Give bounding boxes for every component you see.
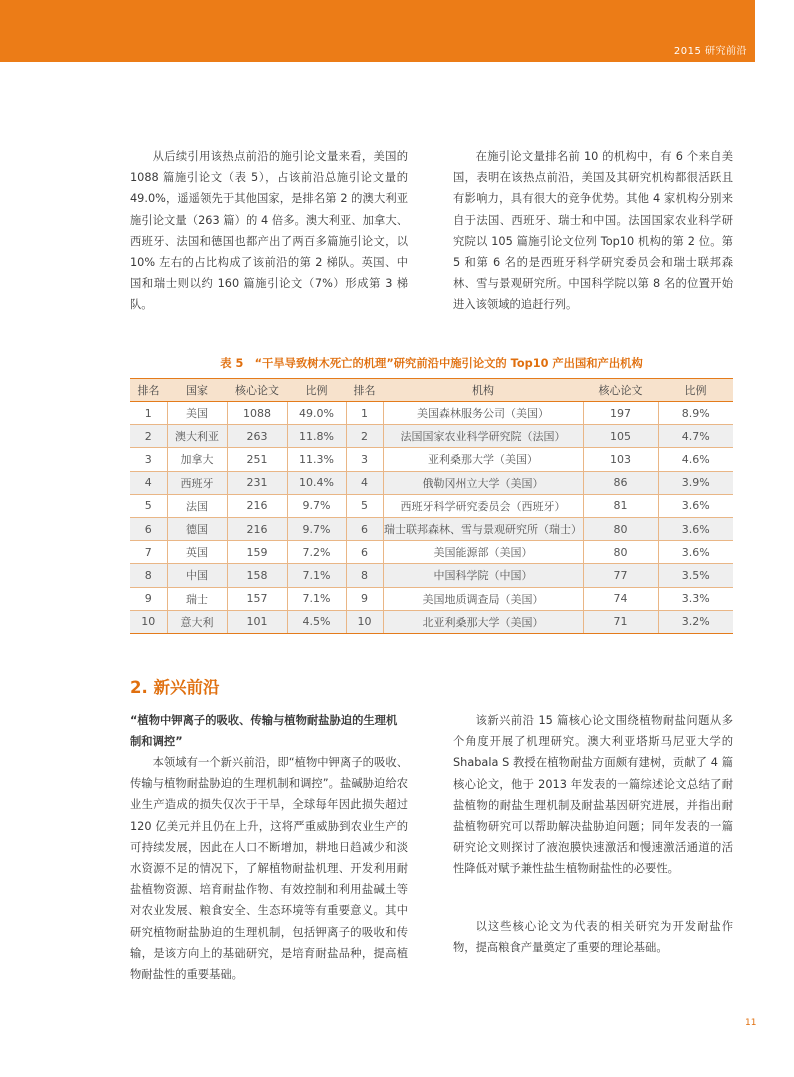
table-cell: 6 bbox=[346, 517, 383, 540]
table-cell: 6 bbox=[130, 517, 167, 540]
table-cell: 216 bbox=[227, 494, 287, 517]
table-cell: 1 bbox=[346, 402, 383, 425]
table-row bbox=[130, 402, 733, 425]
table-cell: 1088 bbox=[227, 402, 287, 425]
table-row bbox=[130, 471, 733, 494]
table-header-cell: 核心论文 bbox=[227, 379, 287, 402]
section-left-paragraph: 本领域有一个新兴前沿，即“植物中钾离子的吸收、传输与植物耐盐胁迫的生理机制和调控”。盐碱胁迫给农业生产造成的损失仅次于干旱，全球每年因此损失超过 120 亿美元并且仍在上升，这将严重威胁到农业生产的可持续发展，因此在人口不断增加，耕地日趋减少和淡水资源不足的情况下，了解植物耐盐机理、开发利用耐盐植物资源、培育耐盐作物、有效控制和利用盐碱土等对农业发展、粮食安全、生态环境等有重要意义。其中研究植物耐盐胁迫的生理机制，包括钾离子的吸收和传输，是该方向上的基础研究，是培育耐盐品种，提高植物耐盐性的重要基础。 bbox=[130, 756, 408, 982]
table-cell: 3.6% bbox=[658, 517, 733, 540]
table-cell: 瑞士联邦森林、雪与景观研究所（瑞士） bbox=[383, 517, 583, 540]
table-cell: 11.3% bbox=[287, 448, 346, 471]
table-cell: 158 bbox=[227, 564, 287, 587]
table-cell: 80 bbox=[583, 541, 658, 564]
table-row bbox=[130, 541, 733, 564]
table-cell: 9 bbox=[346, 587, 383, 610]
table-header-cell: 排名 bbox=[346, 379, 383, 402]
table-cell: 7.1% bbox=[287, 564, 346, 587]
table-cell: 5 bbox=[130, 494, 167, 517]
table-cell: 3.2% bbox=[658, 610, 733, 633]
table-cell: 105 bbox=[583, 425, 658, 448]
table-cell: 美国能源部（美国） bbox=[383, 541, 583, 564]
table-cell: 3.3% bbox=[658, 587, 733, 610]
table-cell: 159 bbox=[227, 541, 287, 564]
table-cell: 中国 bbox=[167, 564, 227, 587]
table-cell: 中国科学院（中国） bbox=[383, 564, 583, 587]
section-title: 2. 新兴前沿 bbox=[130, 678, 220, 697]
table-cell: 法国 bbox=[167, 494, 227, 517]
table-cell: 4.7% bbox=[658, 425, 733, 448]
table-cell: 美国地质调查局（美国） bbox=[383, 587, 583, 610]
table-cell: 英国 bbox=[167, 541, 227, 564]
top-right-paragraph: 在施引论文量排名前 10 的机构中，有 6 个来自美国，表明在该热点前沿，美国及其研究机构都很活跃且有影响力，具有很大的竞争优势。其他 4 家机构分别来自于法国、西班牙、瑞士和中国。法国国家农业科学研究院以 105 篇施引论文位列 Top10 机构的第 2 位。第 5 和第 6 名的是西班牙科学研究委员会和瑞士联邦森林、雪与景观研究所。中国科学院以第 8 名的位置开始进入该领域的追赶行列。 bbox=[453, 150, 733, 312]
table-cell: 西班牙科学研究委员会（西班牙） bbox=[383, 494, 583, 517]
table-cell: 西班牙 bbox=[167, 471, 227, 494]
table-cell: 亚利桑那大学（美国） bbox=[383, 448, 583, 471]
section-right-paragraph-1: 该新兴前沿 15 篇核心论文围绕植物耐盐问题从多个角度开展了机理研究。澳大利亚塔斯马尼亚大学的 Shabala S 教授在植物耐盐方面颇有建树，贡献了 4 篇核心论文，他于 2013 年发表的一篇综述论文总结了耐盐植物的耐盐生理机制及耐盐基因研究进展，并指出耐盐植物研究可以帮助解决盐胁迫问题；同年发表的一篇研究论文则探讨了液泡膜快速激活和慢速激活通道的活性降低对赋予兼性盐生植物耐盐性的必要性。 bbox=[453, 714, 733, 876]
table-cell: 4.6% bbox=[658, 448, 733, 471]
table-cell: 157 bbox=[227, 587, 287, 610]
table-cell: 3.5% bbox=[658, 564, 733, 587]
table-cell: 77 bbox=[583, 564, 658, 587]
table-cell: 8 bbox=[346, 564, 383, 587]
table-cell: 101 bbox=[227, 610, 287, 633]
table-cell: 北亚利桑那大学（美国） bbox=[383, 610, 583, 633]
header-tag: 2015 研究前沿 bbox=[673, 46, 747, 57]
table-cell: 1 bbox=[130, 402, 167, 425]
table-cell: 263 bbox=[227, 425, 287, 448]
table-cell: 86 bbox=[583, 471, 658, 494]
table-cell: 4 bbox=[130, 471, 167, 494]
data-table bbox=[130, 378, 733, 634]
table-cell: 美国 bbox=[167, 402, 227, 425]
table-cell: 2 bbox=[130, 425, 167, 448]
table-cell: 3 bbox=[346, 448, 383, 471]
table-cell: 俄勒冈州立大学（美国） bbox=[383, 471, 583, 494]
table-cell: 3 bbox=[130, 448, 167, 471]
page-number: 11 bbox=[745, 1018, 757, 1028]
table-row bbox=[130, 517, 733, 540]
section-right-paragraph-2: 以这些核心论文为代表的相关研究为开发耐盐作物，提高粮食产量奠定了重要的理论基础。 bbox=[453, 920, 733, 955]
table-cell: 71 bbox=[583, 610, 658, 633]
table-cell: 法国国家农业科学研究院（法国） bbox=[383, 425, 583, 448]
table-caption: 表 5 “干旱导致树木死亡的机理”研究前沿中施引论文的 Top10 产出国和产出机构 bbox=[220, 357, 643, 370]
table-cell: 10 bbox=[130, 610, 167, 633]
table-cell: 3.6% bbox=[658, 494, 733, 517]
table-cell: 80 bbox=[583, 517, 658, 540]
table-cell: 216 bbox=[227, 517, 287, 540]
table-cell: 3.6% bbox=[658, 541, 733, 564]
section-subhead: “植物中钾离子的吸收、传输与植物耐盐胁迫的生理机制和调控” bbox=[130, 714, 398, 749]
table-cell: 10.4% bbox=[287, 471, 346, 494]
table-cell: 澳大利亚 bbox=[167, 425, 227, 448]
table-row bbox=[130, 425, 733, 448]
table-cell: 251 bbox=[227, 448, 287, 471]
header-bar bbox=[0, 0, 755, 62]
top-left-paragraph: 从后续引用该热点前沿的施引论文量来看，美国的 1088 篇施引论文（表 5），占该前沿总施引论文量的 49.0%，遥遥领先于其他国家，是排名第 2 的澳大利亚施引论文量（263 篇）的 4 倍多。澳大利亚、加拿大、西班牙、法国和德国也都产出了两百多篇施引论文，以 10% 左右的占比构成了该前沿的第 2 梯队。英国、中国和瑞士则以约 160 篇施引论文（7%）形成第 3 梯队。 bbox=[130, 150, 408, 312]
table-cell: 7 bbox=[130, 541, 167, 564]
table-row bbox=[130, 494, 733, 517]
table-cell: 81 bbox=[583, 494, 658, 517]
table-row bbox=[130, 564, 733, 587]
table-cell: 7.1% bbox=[287, 587, 346, 610]
table-header-cell: 排名 bbox=[130, 379, 167, 402]
table-cell: 74 bbox=[583, 587, 658, 610]
table-cell: 4 bbox=[346, 471, 383, 494]
table-cell: 意大利 bbox=[167, 610, 227, 633]
table-cell: 103 bbox=[583, 448, 658, 471]
table-header-cell: 比例 bbox=[658, 379, 733, 402]
table-cell: 9.7% bbox=[287, 517, 346, 540]
table-cell: 2 bbox=[346, 425, 383, 448]
table-cell: 49.0% bbox=[287, 402, 346, 425]
table-cell: 9.7% bbox=[287, 494, 346, 517]
table-header-cell: 核心论文 bbox=[583, 379, 658, 402]
table-cell: 美国森林服务公司（美国） bbox=[383, 402, 583, 425]
table-cell: 4.5% bbox=[287, 610, 346, 633]
table-row bbox=[130, 448, 733, 471]
table-cell: 11.8% bbox=[287, 425, 346, 448]
table-header-cell: 机构 bbox=[383, 379, 583, 402]
table-cell: 6 bbox=[346, 541, 383, 564]
table-cell: 瑞士 bbox=[167, 587, 227, 610]
table-row bbox=[130, 587, 733, 610]
table-header-cell: 国家 bbox=[167, 379, 227, 402]
table-row bbox=[130, 610, 733, 633]
table-cell: 197 bbox=[583, 402, 658, 425]
table-cell: 加拿大 bbox=[167, 448, 227, 471]
table-cell: 5 bbox=[346, 494, 383, 517]
table-cell: 9 bbox=[130, 587, 167, 610]
table-cell: 231 bbox=[227, 471, 287, 494]
table-header-row bbox=[130, 379, 733, 402]
table-cell: 10 bbox=[346, 610, 383, 633]
table-header-cell: 比例 bbox=[287, 379, 346, 402]
table-cell: 德国 bbox=[167, 517, 227, 540]
table-cell: 7.2% bbox=[287, 541, 346, 564]
table-cell: 3.9% bbox=[658, 471, 733, 494]
table-cell: 8.9% bbox=[658, 402, 733, 425]
table-cell: 8 bbox=[130, 564, 167, 587]
